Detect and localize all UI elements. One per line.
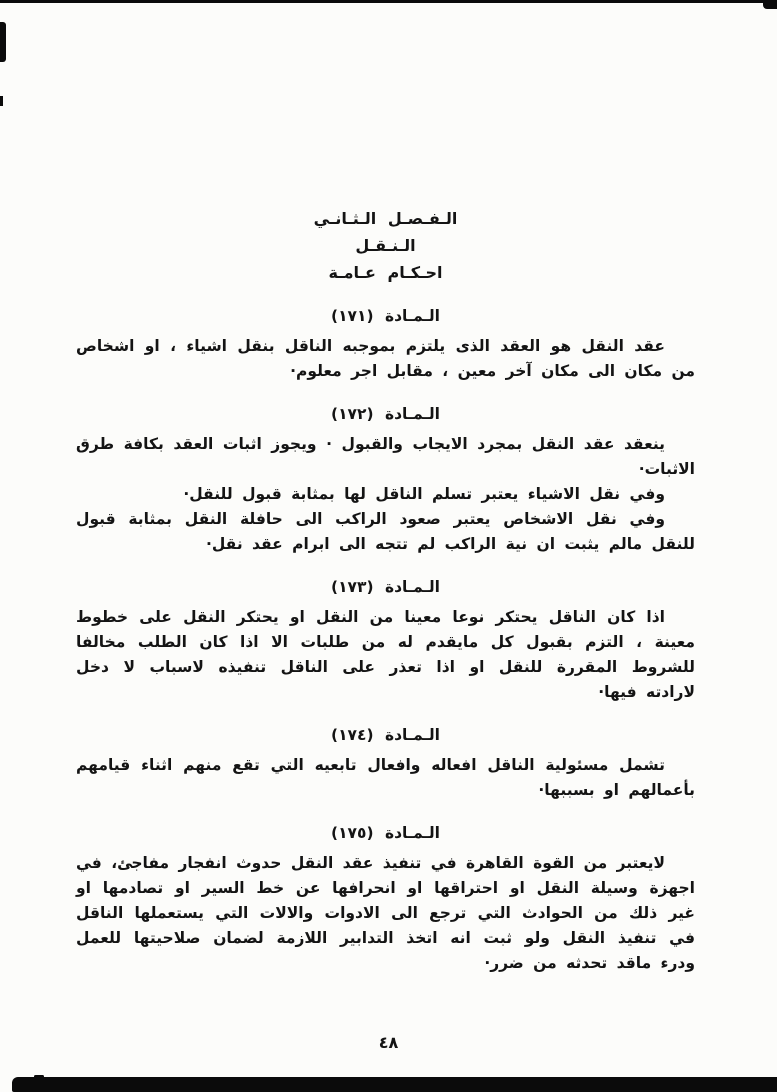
article-175: [76, 821, 695, 976]
article-173: [76, 575, 695, 705]
scan-artifact-bottom-edge: [12, 1077, 777, 1092]
article-171-paragraph-1: عقد النقل هو العقد الذى يلتزم بموجبه الناقل بنقل اشياء ، او اشخاص من مكان الى مكان آخر معين ، مقابل اجر معلوم·: [76, 337, 695, 380]
article-174: [76, 723, 695, 803]
article-172-paragraph-2: وفي نقل الاشياء يعتبر تسلم الناقل لها بمثابة قبول للنقل·: [183, 485, 665, 503]
subsection-title: احـكـام عـامـة: [328, 263, 443, 282]
scan-artifact-left-edge-blob: [0, 22, 6, 62]
scan-artifact-top-edge: [0, 0, 777, 3]
article-173-heading: الـمـادة (١٧٣): [330, 578, 440, 596]
chapter-title: الـفـصـل الـثـانـي: [313, 209, 458, 228]
article-172-paragraph-3: وفي نقل الاشخاص يعتبر صعود الراكب الى حافلة النقل بمثابة قبول للنقل مالم يثبت ان نية الراكب لم تتجه الى ابرام عقد نقل·: [76, 510, 695, 553]
article-171: [76, 304, 695, 384]
scan-artifact-left-edge-speck: [0, 96, 3, 106]
article-174-heading: الـمـادة (١٧٤): [330, 726, 440, 744]
article-172-paragraph-1: ينعقد عقد النقل بمجرد الايجاب والقبول · ويجوز اثبات العقد بكافة طرق الاثبات·: [76, 435, 695, 478]
page-content: [76, 205, 695, 976]
article-174-paragraph-1: تشمل مسئولية الناقل افعاله وافعال تابعيه التي تقع منهم اثناء قيامهم بأعمالهم او بسببها·: [76, 756, 695, 799]
article-172: [76, 402, 695, 557]
section-title: الـنـقـل: [355, 236, 416, 255]
article-172-heading: الـمـادة (١٧٢): [330, 405, 440, 423]
page-number: ٤٨: [378, 1033, 399, 1052]
article-175-heading: الـمـادة (١٧٥): [330, 824, 440, 842]
scan-artifact-top-right-corner: [763, 0, 777, 9]
article-171-heading: الـمـادة (١٧١): [330, 307, 440, 325]
article-175-paragraph-1: لايعتبر من القوة القاهرة في تنفيذ عقد النقل حدوث انفجار مفاجئ، في اجهزة وسيلة النقل او احتراقها او انحرافها عن خط السير او تصادمها او غير ذلك من الحوادث التي ترجع الى الادوات والالات التي يستعملها الناقل في تنفيذ النقل ولو ثبت انه اتخذ التدابير اللازمة لضمان صلاحيتها للعمل ودرء ماقد تحدثه من ضرر·: [76, 854, 695, 972]
article-173-paragraph-1: اذا كان الناقل يحتكر نوعا معينا من النقل او يحتكر النقل على خطوط معينة ، التزم بقبول كل مايقدم له من طلبات الا اذا كان الطلب مخالفا للشروط المقررة للنقل او اذا تعذر على الناقل تنفيذه لاسباب لا دخل لارادته فيها·: [76, 608, 695, 701]
